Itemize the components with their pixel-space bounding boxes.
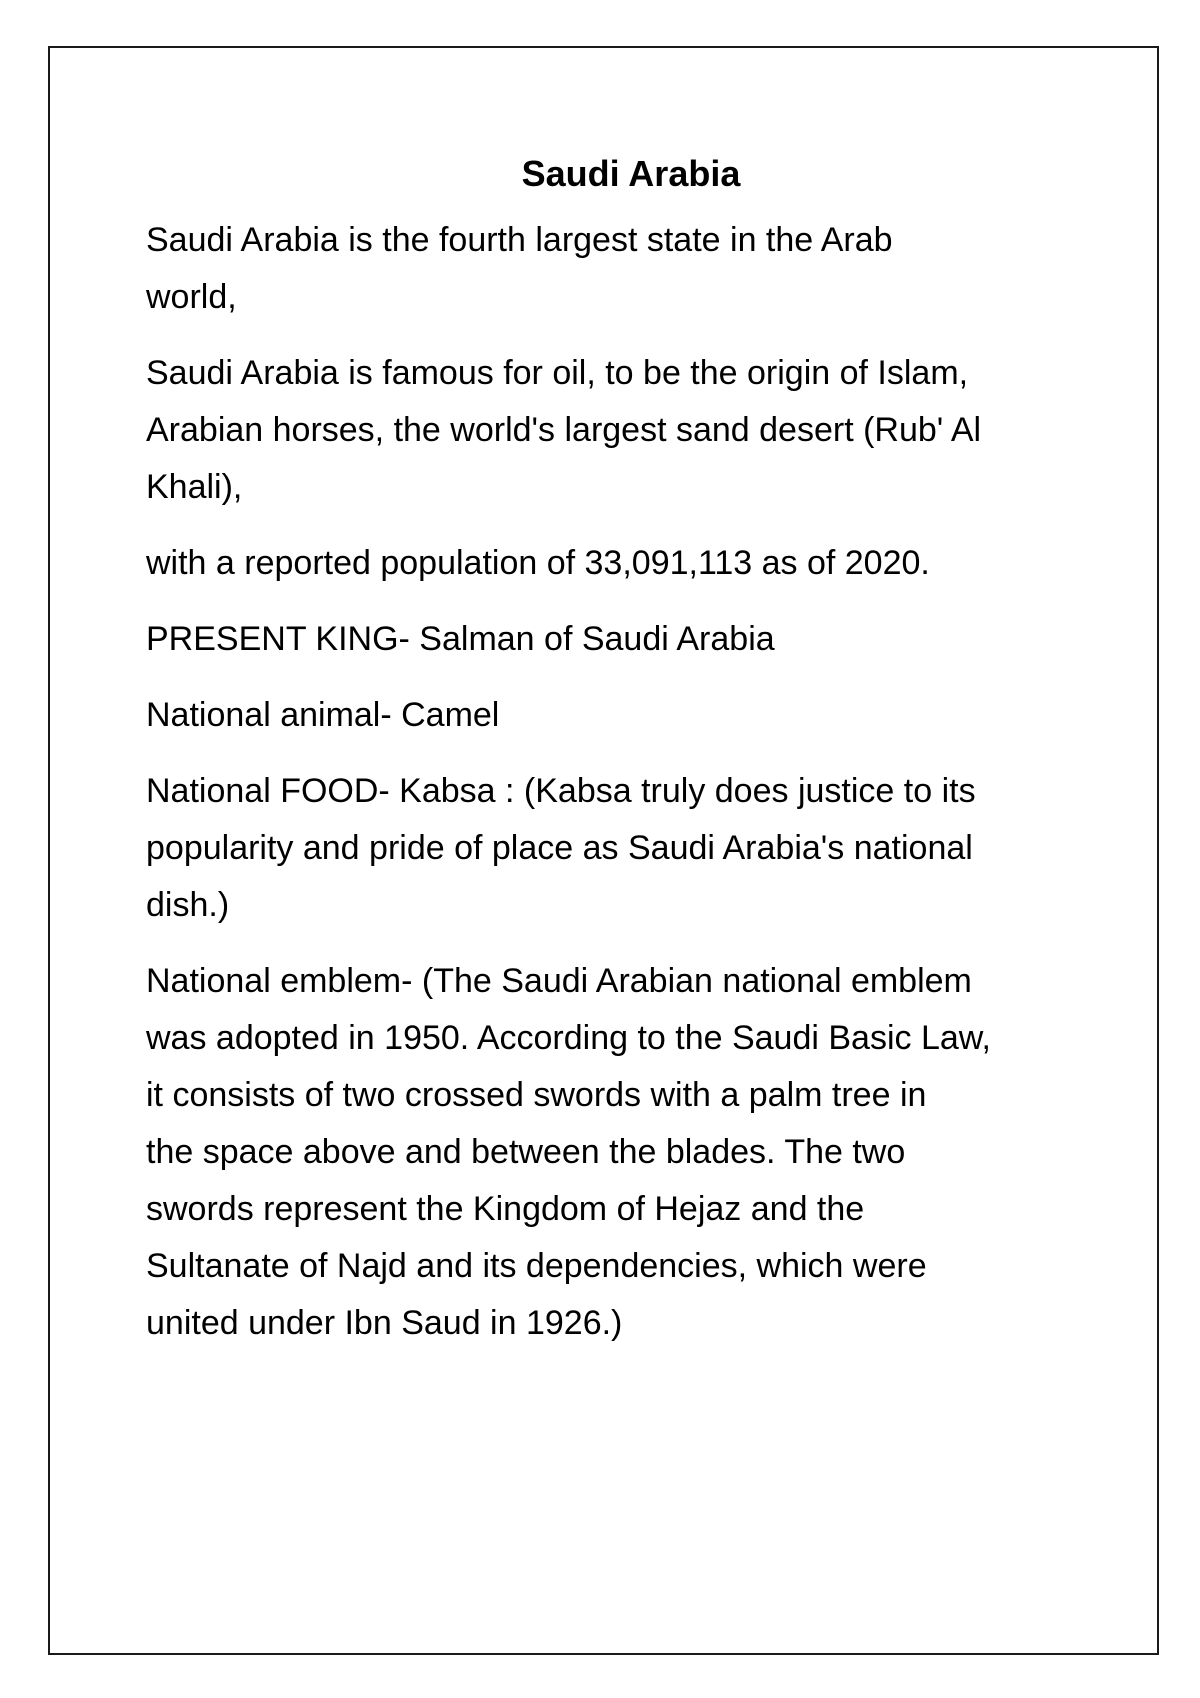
paragraph-present-king xyxy=(146,611,1076,668)
text-line: Khali), xyxy=(146,468,243,506)
text-line: National FOOD- Kabsa : (Kabsa truly does justice to its xyxy=(146,772,976,810)
page-title: Saudi Arabia xyxy=(521,153,741,194)
paragraph-national-animal xyxy=(146,687,1076,744)
text-line: with a reported population of 33,091,113 as of 2020. xyxy=(146,544,930,582)
text-line: Arabian horses, the world's largest sand desert (Rub' Al xyxy=(146,411,982,449)
document-body xyxy=(146,146,1076,1371)
paragraph-national-food xyxy=(146,763,1076,934)
text-line: Saudi Arabia is famous for oil, to be the origin of Islam, xyxy=(146,354,969,392)
text-line: Sultanate of Najd and its dependencies, which were xyxy=(146,1247,927,1285)
text-line: popularity and pride of place as Saudi Arabia's national xyxy=(146,829,973,867)
paragraph-famous-for xyxy=(146,345,1076,516)
text-line: united under Ibn Saud in 1926.) xyxy=(146,1304,623,1342)
text-line: it consists of two crossed swords with a palm tree in xyxy=(146,1076,927,1114)
text-line: dish.) xyxy=(146,886,230,924)
paragraph-arab-world xyxy=(146,212,1076,326)
text-line: National emblem- (The Saudi Arabian national emblem xyxy=(146,962,972,1000)
text-line: swords represent the Kingdom of Hejaz and the xyxy=(146,1190,865,1228)
text-line: the space above and between the blades. The two xyxy=(146,1133,906,1171)
text-line: was adopted in 1950. According to the Saudi Basic Law, xyxy=(146,1019,991,1057)
paragraph-population xyxy=(146,535,1076,592)
text-line: PRESENT KING- Salman of Saudi Arabia xyxy=(146,620,775,658)
text-line: Saudi Arabia is the fourth largest state in the Arab xyxy=(146,221,893,259)
paragraph-national-emblem xyxy=(146,953,1076,1352)
text-line: National animal- Camel xyxy=(146,696,500,734)
text-line: world, xyxy=(146,278,237,316)
